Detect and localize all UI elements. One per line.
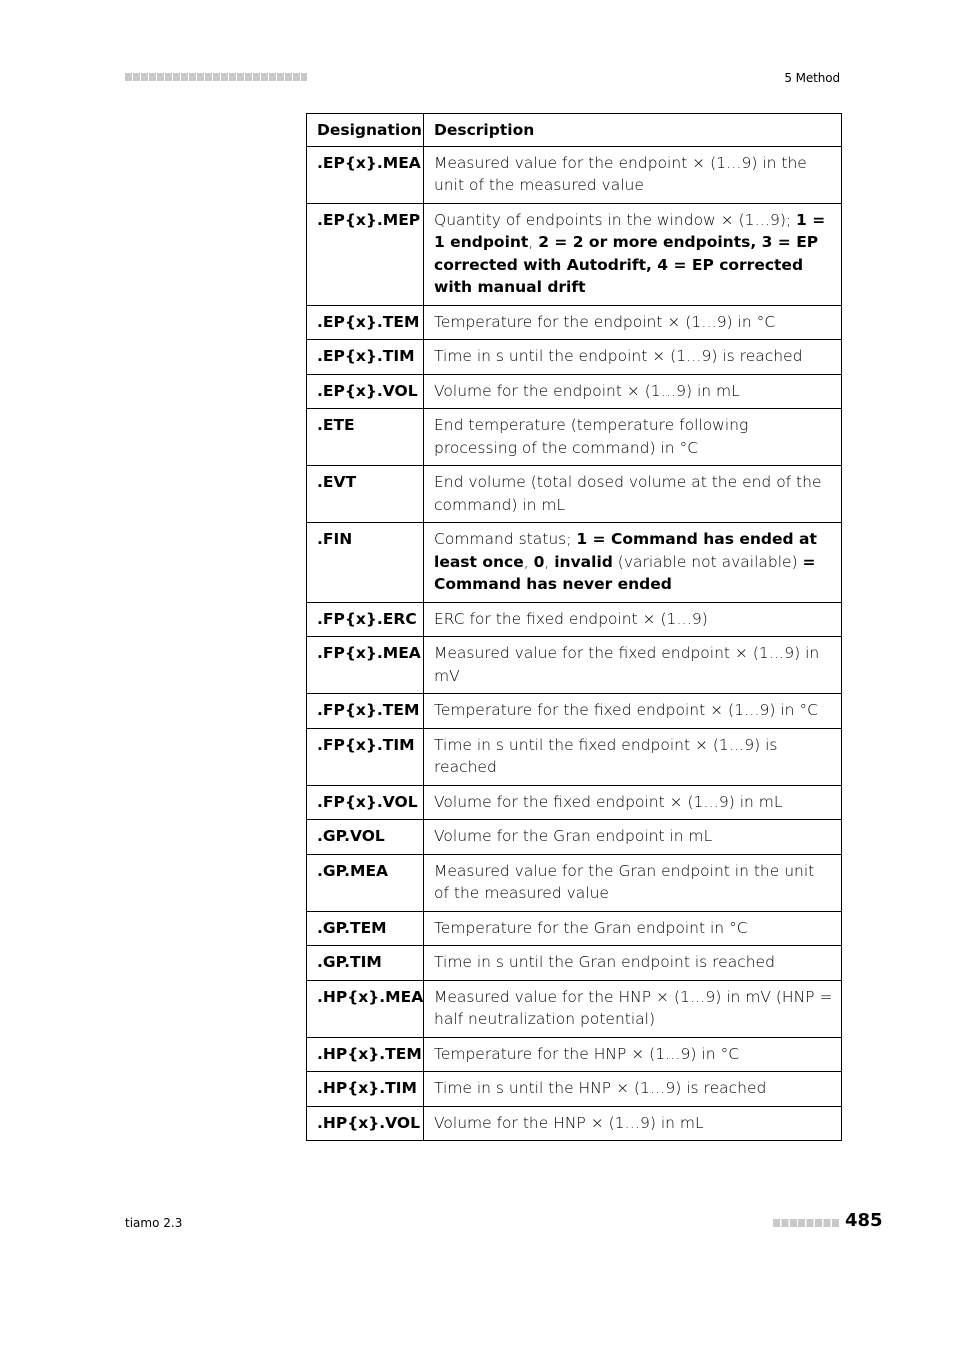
designation-cell: .HP{x}.MEA <box>307 980 424 1037</box>
table-header-row <box>307 114 842 147</box>
description-cell <box>424 820 842 855</box>
table-row <box>307 466 842 523</box>
description-text: ERC for the fixed endpoint × (1…9) <box>434 609 708 628</box>
table-row <box>307 1106 842 1141</box>
description-text: Temperature for the Gran endpoint in °C <box>434 918 748 937</box>
description-emphasis: = Command has never ended <box>434 552 816 593</box>
column-header-description: Description <box>424 114 842 147</box>
designation-cell: .HP{x}.TEM <box>307 1037 424 1072</box>
designation-cell: .FP{x}.MEA <box>307 637 424 694</box>
description-text: Volume for the Gran endpoint in mL <box>434 827 713 845</box>
description-cell <box>424 980 842 1037</box>
description-cell <box>424 854 842 911</box>
description-text: Quantity of endpoints in the window × (1…9); <box>434 210 797 229</box>
description-text: Volume for the fixed endpoint × (1…9) in mL <box>434 792 783 811</box>
description-text: Measured value for the fixed endpoint × (1…9) in mV <box>434 644 820 685</box>
table-row <box>307 602 842 637</box>
description-text: Measured value for the Gran endpoint in the unit of the measured value <box>434 861 815 902</box>
description-text: End temperature (temperature following processing of the command) in °C <box>434 416 749 457</box>
description-cell <box>424 523 842 603</box>
description-emphasis: 2 = 2 or more endpoints, 3 = EP corrected with Autodrift, 4 = EP corrected with manual drift <box>434 233 819 296</box>
description-text: Measured value for the endpoint × (1…9) in the unit of the measured value <box>434 153 807 194</box>
table-row <box>307 820 842 855</box>
table-row <box>307 203 842 305</box>
table-row <box>307 1072 842 1107</box>
chapter-title: 5 Method <box>784 71 840 85</box>
description-cell <box>424 1037 842 1072</box>
designation-cell: .EP{x}.TIM <box>307 340 424 375</box>
description-cell <box>424 305 842 340</box>
description-cell <box>424 1106 842 1141</box>
description-cell <box>424 203 842 305</box>
table-row <box>307 694 842 729</box>
designation-cell: .FP{x}.TIM <box>307 728 424 785</box>
table-row <box>307 637 842 694</box>
designation-cell: .FP{x}.VOL <box>307 785 424 820</box>
designation-cell: .EP{x}.TEM <box>307 305 424 340</box>
description-cell <box>424 637 842 694</box>
designation-cell: .EP{x}.MEA <box>307 146 424 203</box>
designation-cell: .EP{x}.VOL <box>307 374 424 409</box>
description-text: Measured value for the HNP × (1…9) in mV (HNP = half neutralization potential) <box>434 987 833 1028</box>
description-text: Time in s until the HNP × (1…9) is reached <box>434 1079 767 1097</box>
table-row <box>307 146 842 203</box>
table-row <box>307 728 842 785</box>
description-cell <box>424 946 842 981</box>
table-row <box>307 409 842 466</box>
description-text: Time in s until the endpoint × (1…9) is reached <box>434 347 803 365</box>
description-cell <box>424 146 842 203</box>
designation-cell: .FIN <box>307 523 424 603</box>
product-version: tiamo 2.3 <box>125 1216 183 1230</box>
description-cell <box>424 340 842 375</box>
description-text: Time in s until the fixed endpoint × (1…9) is reached <box>434 735 778 776</box>
variables-table <box>306 113 842 1141</box>
designation-cell: .GP.VOL <box>307 820 424 855</box>
description-text: Command status; <box>434 530 577 548</box>
description-emphasis: 1 = 1 endpoint <box>434 210 826 251</box>
header-decoration <box>125 73 307 81</box>
description-cell <box>424 911 842 946</box>
column-header-designation: Designation <box>307 114 424 147</box>
table-row <box>307 305 842 340</box>
description-cell <box>424 374 842 409</box>
description-emphasis: 1 = Command has ended at least once <box>434 530 817 571</box>
designation-cell: .GP.TEM <box>307 911 424 946</box>
designation-cell: .GP.TIM <box>307 946 424 981</box>
description-text: (variable not available) <box>612 552 803 571</box>
description-cell <box>424 694 842 729</box>
designation-cell: .GP.MEA <box>307 854 424 911</box>
description-text: , <box>523 552 534 571</box>
table-row <box>307 946 842 981</box>
table-row <box>307 980 842 1037</box>
table-row <box>307 1037 842 1072</box>
description-text: Temperature for the HNP × (1…9) in °C <box>434 1044 740 1063</box>
table-row <box>307 785 842 820</box>
designation-cell: .HP{x}.TIM <box>307 1072 424 1107</box>
designation-cell: .EP{x}.MEP <box>307 203 424 305</box>
description-text: Volume for the HNP × (1…9) in mL <box>434 1113 704 1132</box>
description-text: End volume (total dosed volume at the end of the command) in mL <box>434 473 822 514</box>
table-row <box>307 340 842 375</box>
description-text: Volume for the endpoint × (1…9) in mL <box>434 381 740 400</box>
designation-cell: .FP{x}.ERC <box>307 602 424 637</box>
description-text: Temperature for the fixed endpoint × (1…9) in °C <box>434 701 818 719</box>
description-cell <box>424 409 842 466</box>
designation-cell: .FP{x}.TEM <box>307 694 424 729</box>
description-text: , <box>528 233 539 251</box>
description-text: Temperature for the endpoint × (1…9) in °C <box>434 312 776 331</box>
designation-cell: .HP{x}.VOL <box>307 1106 424 1141</box>
table-row <box>307 911 842 946</box>
description-cell <box>424 466 842 523</box>
page-number: 485 <box>845 1210 883 1231</box>
description-cell <box>424 1072 842 1107</box>
description-emphasis: invalid <box>554 552 613 571</box>
designation-cell: .EVT <box>307 466 424 523</box>
description-cell <box>424 602 842 637</box>
description-cell <box>424 785 842 820</box>
table-body <box>307 146 842 1141</box>
description-text: , <box>544 552 555 571</box>
description-text: Time in s until the Gran endpoint is reached <box>434 953 775 971</box>
table-row <box>307 374 842 409</box>
description-cell <box>424 728 842 785</box>
table-row <box>307 854 842 911</box>
description-emphasis: 0 <box>533 552 545 571</box>
designation-cell: .ETE <box>307 409 424 466</box>
footer-decoration <box>773 1219 840 1227</box>
table-row <box>307 523 842 603</box>
